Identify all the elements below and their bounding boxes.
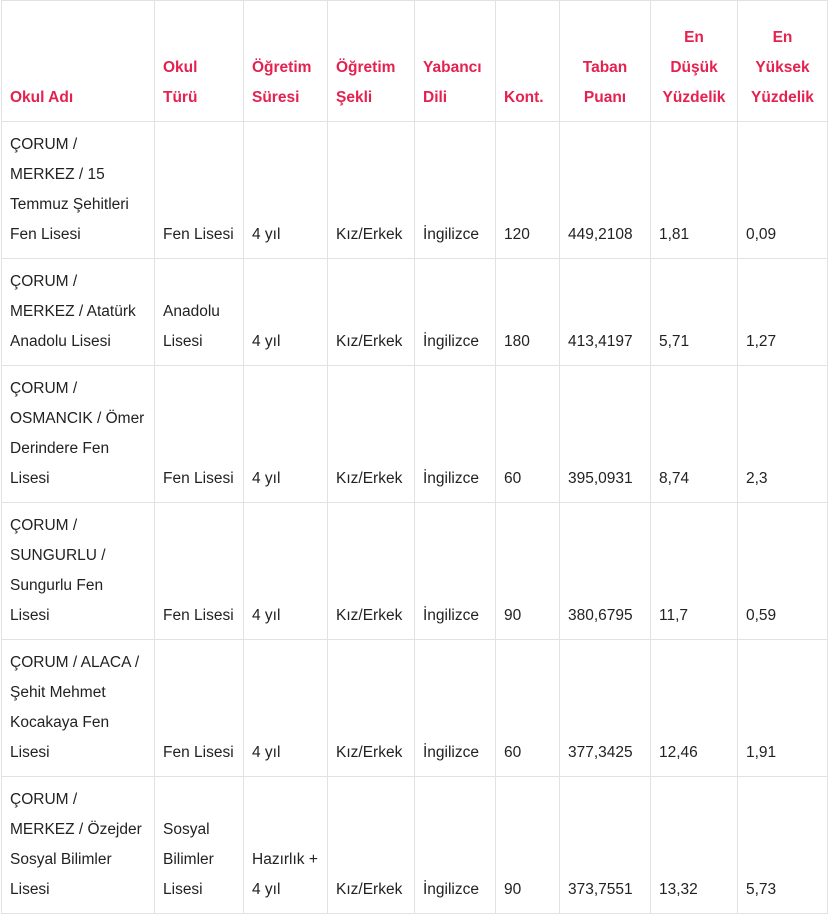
header-taban-puani: Taban Puanı (560, 1, 651, 122)
table-row (2, 366, 828, 503)
header-okul-turu: Okul Türü (155, 1, 244, 122)
cell-en-dusuk-yuzdelik: 1,81 (651, 122, 738, 259)
table-header-row (2, 1, 828, 122)
cell-kont: 120 (496, 122, 560, 259)
table-row (2, 259, 828, 366)
cell-en-yuksek-yuzdelik: 1,27 (738, 259, 828, 366)
cell-kont: 90 (496, 503, 560, 640)
table-row (2, 640, 828, 777)
cell-okul-turu: Fen Lisesi (155, 366, 244, 503)
cell-ogretim-suresi: 4 yıl (244, 503, 328, 640)
cell-taban-puani: 413,4197 (560, 259, 651, 366)
table-row (2, 503, 828, 640)
cell-okul-adi: ÇORUM / OSMANCIK / Ömer Derindere Fen Lisesi (2, 366, 155, 503)
cell-en-dusuk-yuzdelik: 11,7 (651, 503, 738, 640)
cell-ogretim-suresi: 4 yıl (244, 259, 328, 366)
header-en-yuksek-yuzdelik: En Yüksek Yüzdelik (738, 1, 828, 122)
cell-okul-adi: ÇORUM / ALACA / Şehit Mehmet Kocakaya Fen Lisesi (2, 640, 155, 777)
cell-yabanci-dili: İngilizce (415, 122, 496, 259)
cell-taban-puani: 373,7551 (560, 777, 651, 914)
cell-okul-turu: Fen Lisesi (155, 122, 244, 259)
cell-okul-turu: Anadolu Lisesi (155, 259, 244, 366)
cell-taban-puani: 449,2108 (560, 122, 651, 259)
cell-yabanci-dili: İngilizce (415, 259, 496, 366)
cell-yabanci-dili: İngilizce (415, 777, 496, 914)
cell-okul-adi: ÇORUM / MERKEZ / Özejder Sosyal Bilimler Lisesi (2, 777, 155, 914)
cell-ogretim-suresi: 4 yıl (244, 122, 328, 259)
header-en-dusuk-yuzdelik: En Düşük Yüzdelik (651, 1, 738, 122)
cell-yabanci-dili: İngilizce (415, 366, 496, 503)
cell-okul-turu: Fen Lisesi (155, 640, 244, 777)
cell-en-yuksek-yuzdelik: 0,59 (738, 503, 828, 640)
table-row (2, 122, 828, 259)
cell-kont: 60 (496, 366, 560, 503)
cell-kont: 180 (496, 259, 560, 366)
table-row (2, 777, 828, 914)
cell-en-yuksek-yuzdelik: 1,91 (738, 640, 828, 777)
cell-ogretim-sekli: Kız/Erkek (328, 777, 415, 914)
cell-okul-adi: ÇORUM / MERKEZ / 15 Temmuz Şehitleri Fen Lisesi (2, 122, 155, 259)
cell-ogretim-suresi: 4 yıl (244, 366, 328, 503)
header-ogretim-sekli: Öğretim Şekli (328, 1, 415, 122)
cell-taban-puani: 380,6795 (560, 503, 651, 640)
cell-en-dusuk-yuzdelik: 12,46 (651, 640, 738, 777)
cell-en-dusuk-yuzdelik: 13,32 (651, 777, 738, 914)
cell-yabanci-dili: İngilizce (415, 640, 496, 777)
cell-en-yuksek-yuzdelik: 5,73 (738, 777, 828, 914)
cell-ogretim-sekli: Kız/Erkek (328, 640, 415, 777)
cell-en-yuksek-yuzdelik: 0,09 (738, 122, 828, 259)
cell-taban-puani: 377,3425 (560, 640, 651, 777)
cell-en-dusuk-yuzdelik: 5,71 (651, 259, 738, 366)
cell-okul-adi: ÇORUM / MERKEZ / Atatürk Anadolu Lisesi (2, 259, 155, 366)
cell-kont: 60 (496, 640, 560, 777)
cell-okul-turu: Sosyal Bilimler Lisesi (155, 777, 244, 914)
cell-ogretim-suresi: Hazırlık + 4 yıl (244, 777, 328, 914)
cell-en-yuksek-yuzdelik: 2,3 (738, 366, 828, 503)
cell-en-dusuk-yuzdelik: 8,74 (651, 366, 738, 503)
header-kont: Kont. (496, 1, 560, 122)
cell-okul-turu: Fen Lisesi (155, 503, 244, 640)
cell-yabanci-dili: İngilizce (415, 503, 496, 640)
header-yabanci-dili: Yabancı Dili (415, 1, 496, 122)
cell-ogretim-sekli: Kız/Erkek (328, 503, 415, 640)
school-table (1, 0, 828, 914)
cell-kont: 90 (496, 777, 560, 914)
cell-okul-adi: ÇORUM / SUNGURLU / Sungurlu Fen Lisesi (2, 503, 155, 640)
cell-taban-puani: 395,0931 (560, 366, 651, 503)
header-ogretim-suresi: Öğretim Süresi (244, 1, 328, 122)
cell-ogretim-sekli: Kız/Erkek (328, 122, 415, 259)
header-okul-adi: Okul Adı (2, 1, 155, 122)
cell-ogretim-suresi: 4 yıl (244, 640, 328, 777)
cell-ogretim-sekli: Kız/Erkek (328, 259, 415, 366)
cell-ogretim-sekli: Kız/Erkek (328, 366, 415, 503)
